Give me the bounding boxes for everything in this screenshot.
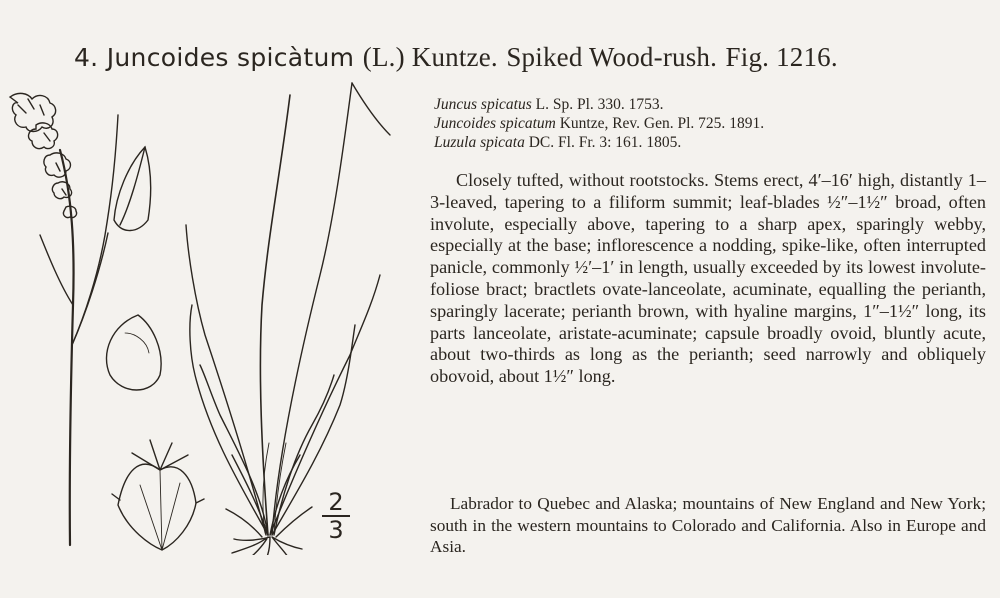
synonym-name: Luzula spicata <box>434 134 525 151</box>
synonym-name: Juncoides spicatum <box>434 115 556 132</box>
synonym-line <box>434 95 764 114</box>
scale-numerator: 2 <box>328 488 344 516</box>
species-heading <box>74 42 838 73</box>
geographic-range: Labrador to Quebec and Alaska; mountains of New England and New York; south in the western mountains to Colorado and California. Also in Europe and Asia. <box>430 494 986 556</box>
synonym-year: 1805. <box>646 134 682 151</box>
synonym-citation: DC. Fl. Fr. 3: 161. <box>528 134 643 151</box>
synonym-year: 1753. <box>628 96 664 113</box>
synonym-citation: Kuntze, Rev. Gen. Pl. 725. <box>559 115 726 132</box>
scale-denominator: 3 <box>328 516 344 544</box>
capsule-drawing <box>112 440 204 550</box>
species-authority: (L.) Kuntze. <box>362 42 498 72</box>
scale-fraction <box>322 488 350 544</box>
figure-number: Fig. 1216. <box>725 42 838 72</box>
plant-illustration <box>0 75 410 555</box>
synonym-year: 1891. <box>729 115 765 132</box>
synonym-line <box>434 114 764 133</box>
synonym-citation: L. Sp. Pl. 330. <box>535 96 625 113</box>
synonym-line <box>434 133 764 152</box>
seed-drawings <box>106 147 161 390</box>
species-description: Closely tufted, without rootstocks. Stems erect, 4′–16′ high, distantly 1–3-leaved, tapering to a filiform summit; leaf-blades ½″–1½″ broad, often involute, especially above, tapering to a sharp apex, sparingly webby, especially at the base; inflorescence a nodding, spike-like, often interrupted panicle, commonly ½′–1′ in length, usually exceeded by its lowest involute-foliose bract; bractlets ovate-lanceolate, acuminate, equalling the perianth, sparingly lacerate; perianth brown, with hyaline margins, 1″–1½″ long, its parts lanceolate, aristate-acuminate; capsule broadly ovoid, bluntly acute, about two-thirds as long as the perianth; seed narrowly and obliquely obovoid, about 1½″ long. <box>430 170 986 387</box>
species-number: 4. <box>74 43 99 72</box>
synonym-name: Juncus spicatus <box>434 96 532 113</box>
common-name: Spiked Wood-rush. <box>506 42 718 72</box>
tufted-plant-drawing <box>186 83 390 555</box>
inflorescence-stem-drawing <box>10 93 118 545</box>
synonymy-list <box>434 95 764 152</box>
species-name: Juncoides spicàtum <box>106 43 355 72</box>
